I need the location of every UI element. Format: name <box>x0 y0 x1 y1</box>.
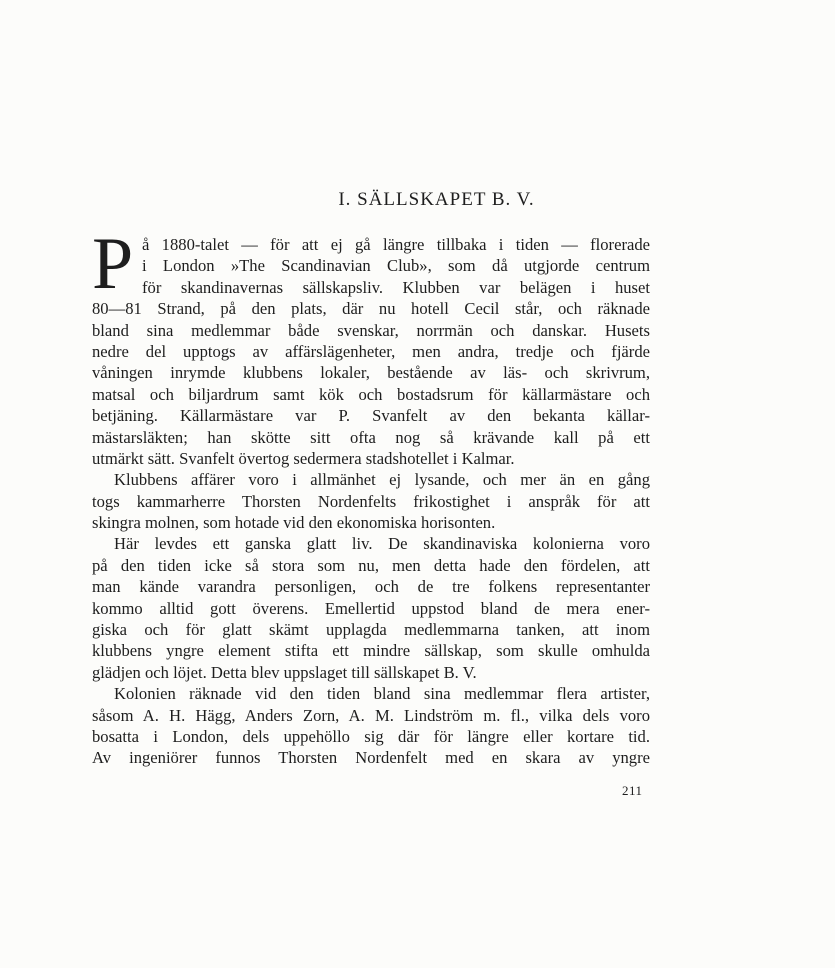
chapter-title: I. SÄLLSKAPET B. V. <box>338 189 535 210</box>
text-line: 80—81 Strand, på den plats, där nu hotell Cecil står, och räknade <box>92 299 650 319</box>
text-line: nedre del upptogs av affärslägenheter, men andra, tredje och fjärde <box>92 341 650 361</box>
drop-cap: P <box>92 223 134 305</box>
text-line: bland sina medlemmar både svenskar, norrmän och danskar. Husets <box>92 320 650 340</box>
paragraph-1 <box>92 223 650 469</box>
text-line: å 1880-talet — för att ej gå längre tillbaka i tiden — florerade <box>142 235 650 254</box>
text-line: mästarsläkten; han skötte sitt ofta nog så krävande kall på ett <box>92 427 650 447</box>
text-line: glädjen och löjet. Detta blev uppslaget till sällskapet B. V. <box>92 662 477 682</box>
text-line: matsal och biljardrum samt kök och bostadsrum för källarmästare och <box>92 384 650 404</box>
text-line: kommo alltid gott överens. Emellertid uppstod bland de mera ener- <box>92 598 650 618</box>
text-line: för skandinavernas sällskapsliv. Klubben var belägen i huset <box>142 277 650 297</box>
text-line: Av ingeniörer funnos Thorsten Nordenfelt med en skara av yngre <box>92 748 650 768</box>
paragraph-3 <box>92 533 650 683</box>
text-line: Klubbens affärer voro i allmänhet ej lysande, och mer än en gång <box>114 470 650 490</box>
text-line: utmärkt sätt. Svanfelt övertog sedermera stadshotellet i Kalmar. <box>92 448 515 468</box>
text-line: skingra molnen, som hotade vid den ekonomiska horisonten. <box>92 513 496 533</box>
text-line: såsom A. H. Hägg, Anders Zorn, A. M. Lindström m. fl., vilka dels voro <box>92 705 650 725</box>
text-line: man kände varandra personligen, och de tre folkens representanter <box>92 577 650 597</box>
text-line: bosatta i London, dels uppehöllo sig där för längre eller kortare tid. <box>92 726 650 746</box>
text-line: i London »The Scandinavian Club», som då utgjorde centrum <box>142 256 650 276</box>
text-line: togs kammarherre Thorsten Nordenfelts frikostighet i anspråk för att <box>92 491 650 511</box>
text-line: Här levdes ett ganska glatt liv. De skandinaviska kolonierna voro <box>114 534 650 554</box>
text-line: Kolonien räknade vid den tiden bland sina medlemmar flera artister, <box>114 684 650 704</box>
page-number: 211 <box>622 783 643 798</box>
text-line: våningen inrymde klubbens lokaler, bestående av läs- och skrivrum, <box>92 363 650 383</box>
paragraph-4 <box>92 683 650 769</box>
text-line: klubbens yngre element stifta ett mindre sällskap, som skulle omhulda <box>92 641 650 661</box>
text-line: betjäning. Källarmästare var P. Svanfelt av den bekanta källar- <box>92 406 650 426</box>
body-text <box>92 223 650 769</box>
text-line: på den tiden icke så stora som nu, men detta hade den fördelen, att <box>92 555 650 575</box>
paragraph-2 <box>92 469 650 533</box>
text-line: giska och för glatt skämt upplagda medlemmarna tanken, att inom <box>92 620 650 640</box>
